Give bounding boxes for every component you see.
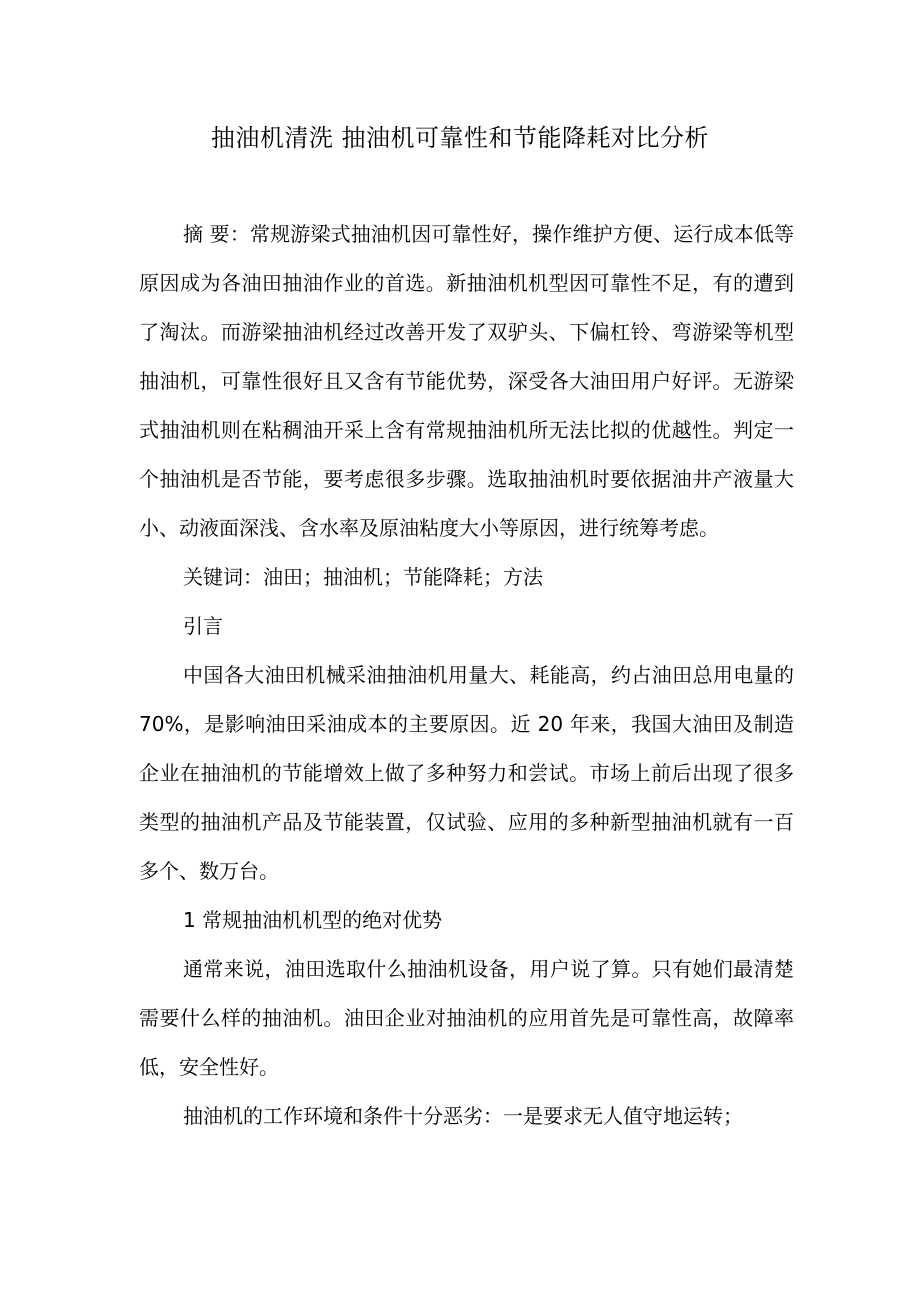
keywords-line: 关键词：油田；抽油机；节能降耗；方法 xyxy=(183,565,543,589)
document-title: 抽油机清洗 抽油机可靠性和节能降耗对比分析 xyxy=(210,124,710,152)
section-1-paragraph-2: 抽油机的工作环境和条件十分恶劣：一是要求无人值守地运转； xyxy=(183,1104,743,1128)
intro-heading: 引言 xyxy=(183,614,223,638)
intro-paragraph: 中国各大油田机械采油抽油机用量大、耗能高，约占油田总用电量的 70%，是影响油田采油成本的主要原因。近 20 年来，我国大油田及制造企业在抽油机的节能增效上做了多种努力和尝试。市场上前后出现了很多类型的抽油机产品及节能装置，仅试验、应用的多种新型抽油机就有一百多个、数万台。 xyxy=(139,663,794,883)
document-body xyxy=(139,210,794,1141)
abstract-paragraph: 摘 要：常规游梁式抽油机因可靠性好，操作维护方便、运行成本低等原因成为各油田抽油作业的首选。新抽油机机型因可靠性不足，有的遭到了淘汰。而游梁抽油机经过改善开发了双驴头、下偏杠铃、弯游梁等机型抽油机，可靠性很好且又含有节能优势，深受各大油田用户好评。无游梁式抽油机则在粘稠油开采上含有常规抽油机所无法比拟的优越性。判定一个抽油机是否节能，要考虑很多步骤。选取抽油机时要依据油井产液量大小、动液面深浅、含水率及原油粘度大小等原因，进行统筹考虑。 xyxy=(139,222,794,540)
section-1-heading: 1 常规抽油机机型的绝对优势 xyxy=(183,908,443,932)
section-1-paragraph-1: 通常来说，油田选取什么抽油机设备，用户说了算。只有她们最清楚需要什么样的抽油机。油田企业对抽油机的应用首先是可靠性高，故障率低，安全性好。 xyxy=(139,957,794,1079)
